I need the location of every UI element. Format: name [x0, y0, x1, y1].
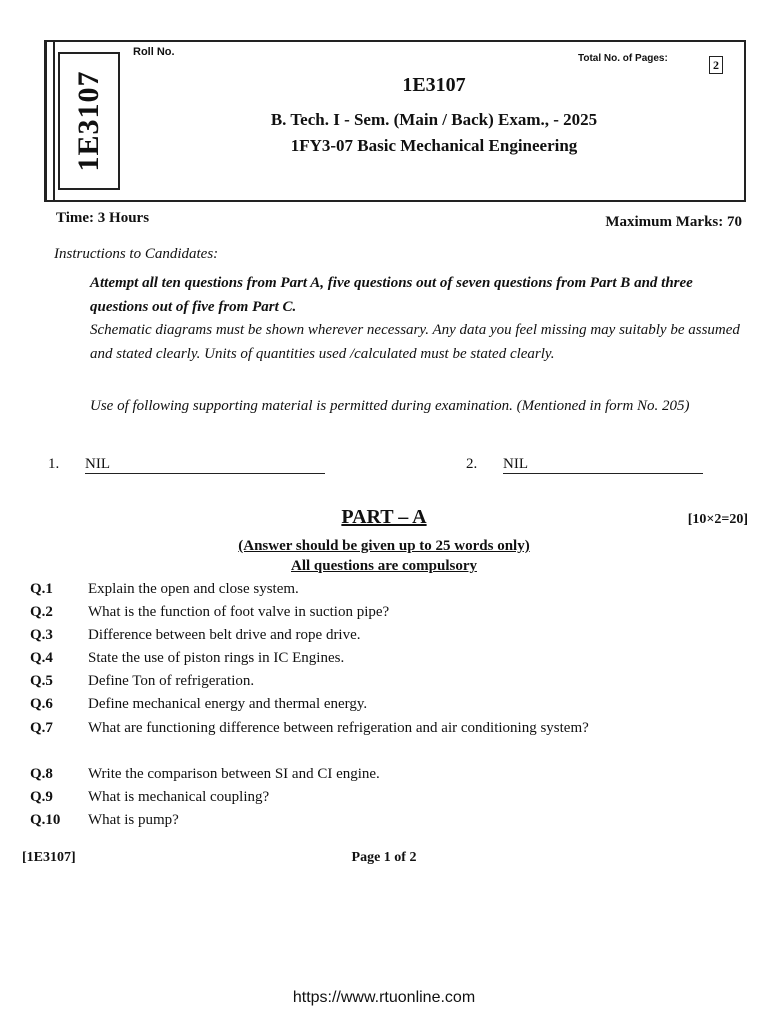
- question-item: [30, 764, 730, 784]
- part-a-title: PART – A: [341, 506, 427, 528]
- question-text: Define Ton of refrigeration.: [88, 673, 255, 689]
- question-item: [30, 671, 730, 691]
- subject-title: 1FY3-07 Basic Mechanical Engineering: [290, 136, 578, 155]
- page-number: Page 1 of 2: [351, 850, 417, 865]
- question-item: [30, 694, 730, 714]
- question-number: Q.5: [30, 673, 53, 689]
- question-number: Q.7: [30, 720, 53, 736]
- part-a-marks: [10×2=20]: [687, 512, 748, 527]
- material-item-2: [466, 456, 703, 474]
- total-pages-value: 2: [709, 56, 723, 74]
- question-number: Q.4: [30, 650, 53, 666]
- footer-url: https://www.rtuonline.com: [292, 989, 476, 1006]
- question-item: [30, 648, 730, 668]
- instructions-heading: Instructions to Candidates:: [54, 246, 219, 262]
- question-text: Difference between belt drive and rope drive.: [88, 627, 361, 643]
- footer-paper-code: [1E3107]: [22, 850, 76, 865]
- question-text: Write the comparison between SI and CI engine.: [88, 766, 380, 782]
- part-a-compulsory-note: All questions are compulsory: [291, 558, 477, 574]
- question-text: Explain the open and close system.: [88, 581, 299, 597]
- question-item: [30, 810, 730, 830]
- time-allowed: Time: 3 Hours: [56, 210, 150, 226]
- question-text: Define mechanical energy and thermal energy.: [88, 696, 368, 712]
- question-text: State the use of piston rings in IC Engines.: [88, 650, 345, 666]
- part-a-note: (Answer should be given up to 25 words only): [238, 538, 530, 554]
- total-pages-label: Total No. of Pages:: [578, 53, 668, 64]
- question-text: What are functioning difference between refrigeration and air conditioning system?: [88, 720, 589, 736]
- instruction-item: Use of following supporting material is permitted during examination. (Mentioned in form No. 205): [90, 398, 690, 414]
- question-number: Q.8: [30, 766, 53, 782]
- material-value: NIL: [85, 456, 325, 474]
- material-item-1: [48, 456, 325, 474]
- material-number: 2.: [466, 456, 478, 472]
- exam-title: B. Tech. I - Sem. (Main / Back) Exam., - 2025: [270, 110, 598, 129]
- maximum-marks: Maximum Marks: 70: [605, 214, 742, 230]
- roll-no-label: Roll No.: [133, 46, 175, 58]
- question-item: [30, 787, 730, 807]
- question-text: What is pump?: [88, 812, 179, 828]
- paper-code: 1E3107: [402, 74, 466, 96]
- question-item: [30, 602, 730, 622]
- question-text: What is the function of foot valve in suction pipe?: [88, 604, 390, 620]
- vertical-paper-code: 1E3107: [72, 70, 105, 172]
- question-number: Q.1: [30, 581, 53, 597]
- question-number: Q.10: [30, 812, 61, 828]
- question-item: [30, 625, 730, 645]
- instruction-item: Attempt all ten questions from Part A, five questions out of seven questions from Part B and three questions out of five from Part C.: [90, 275, 693, 315]
- question-number: Q.2: [30, 604, 53, 620]
- instruction-item: Schematic diagrams must be shown wherever necessary. Any data you feel missing may suitably be assumed and stated clearly. Units of quantities used /calculated must be stated clearly.: [90, 322, 740, 362]
- material-number: 1.: [48, 456, 60, 472]
- question-number: Q.9: [30, 789, 53, 805]
- question-item: [30, 718, 670, 738]
- question-item: [30, 579, 730, 599]
- question-number: Q.6: [30, 696, 53, 712]
- material-value: NIL: [503, 456, 703, 474]
- question-number: Q.3: [30, 627, 53, 643]
- question-text: What is mechanical coupling?: [88, 789, 270, 805]
